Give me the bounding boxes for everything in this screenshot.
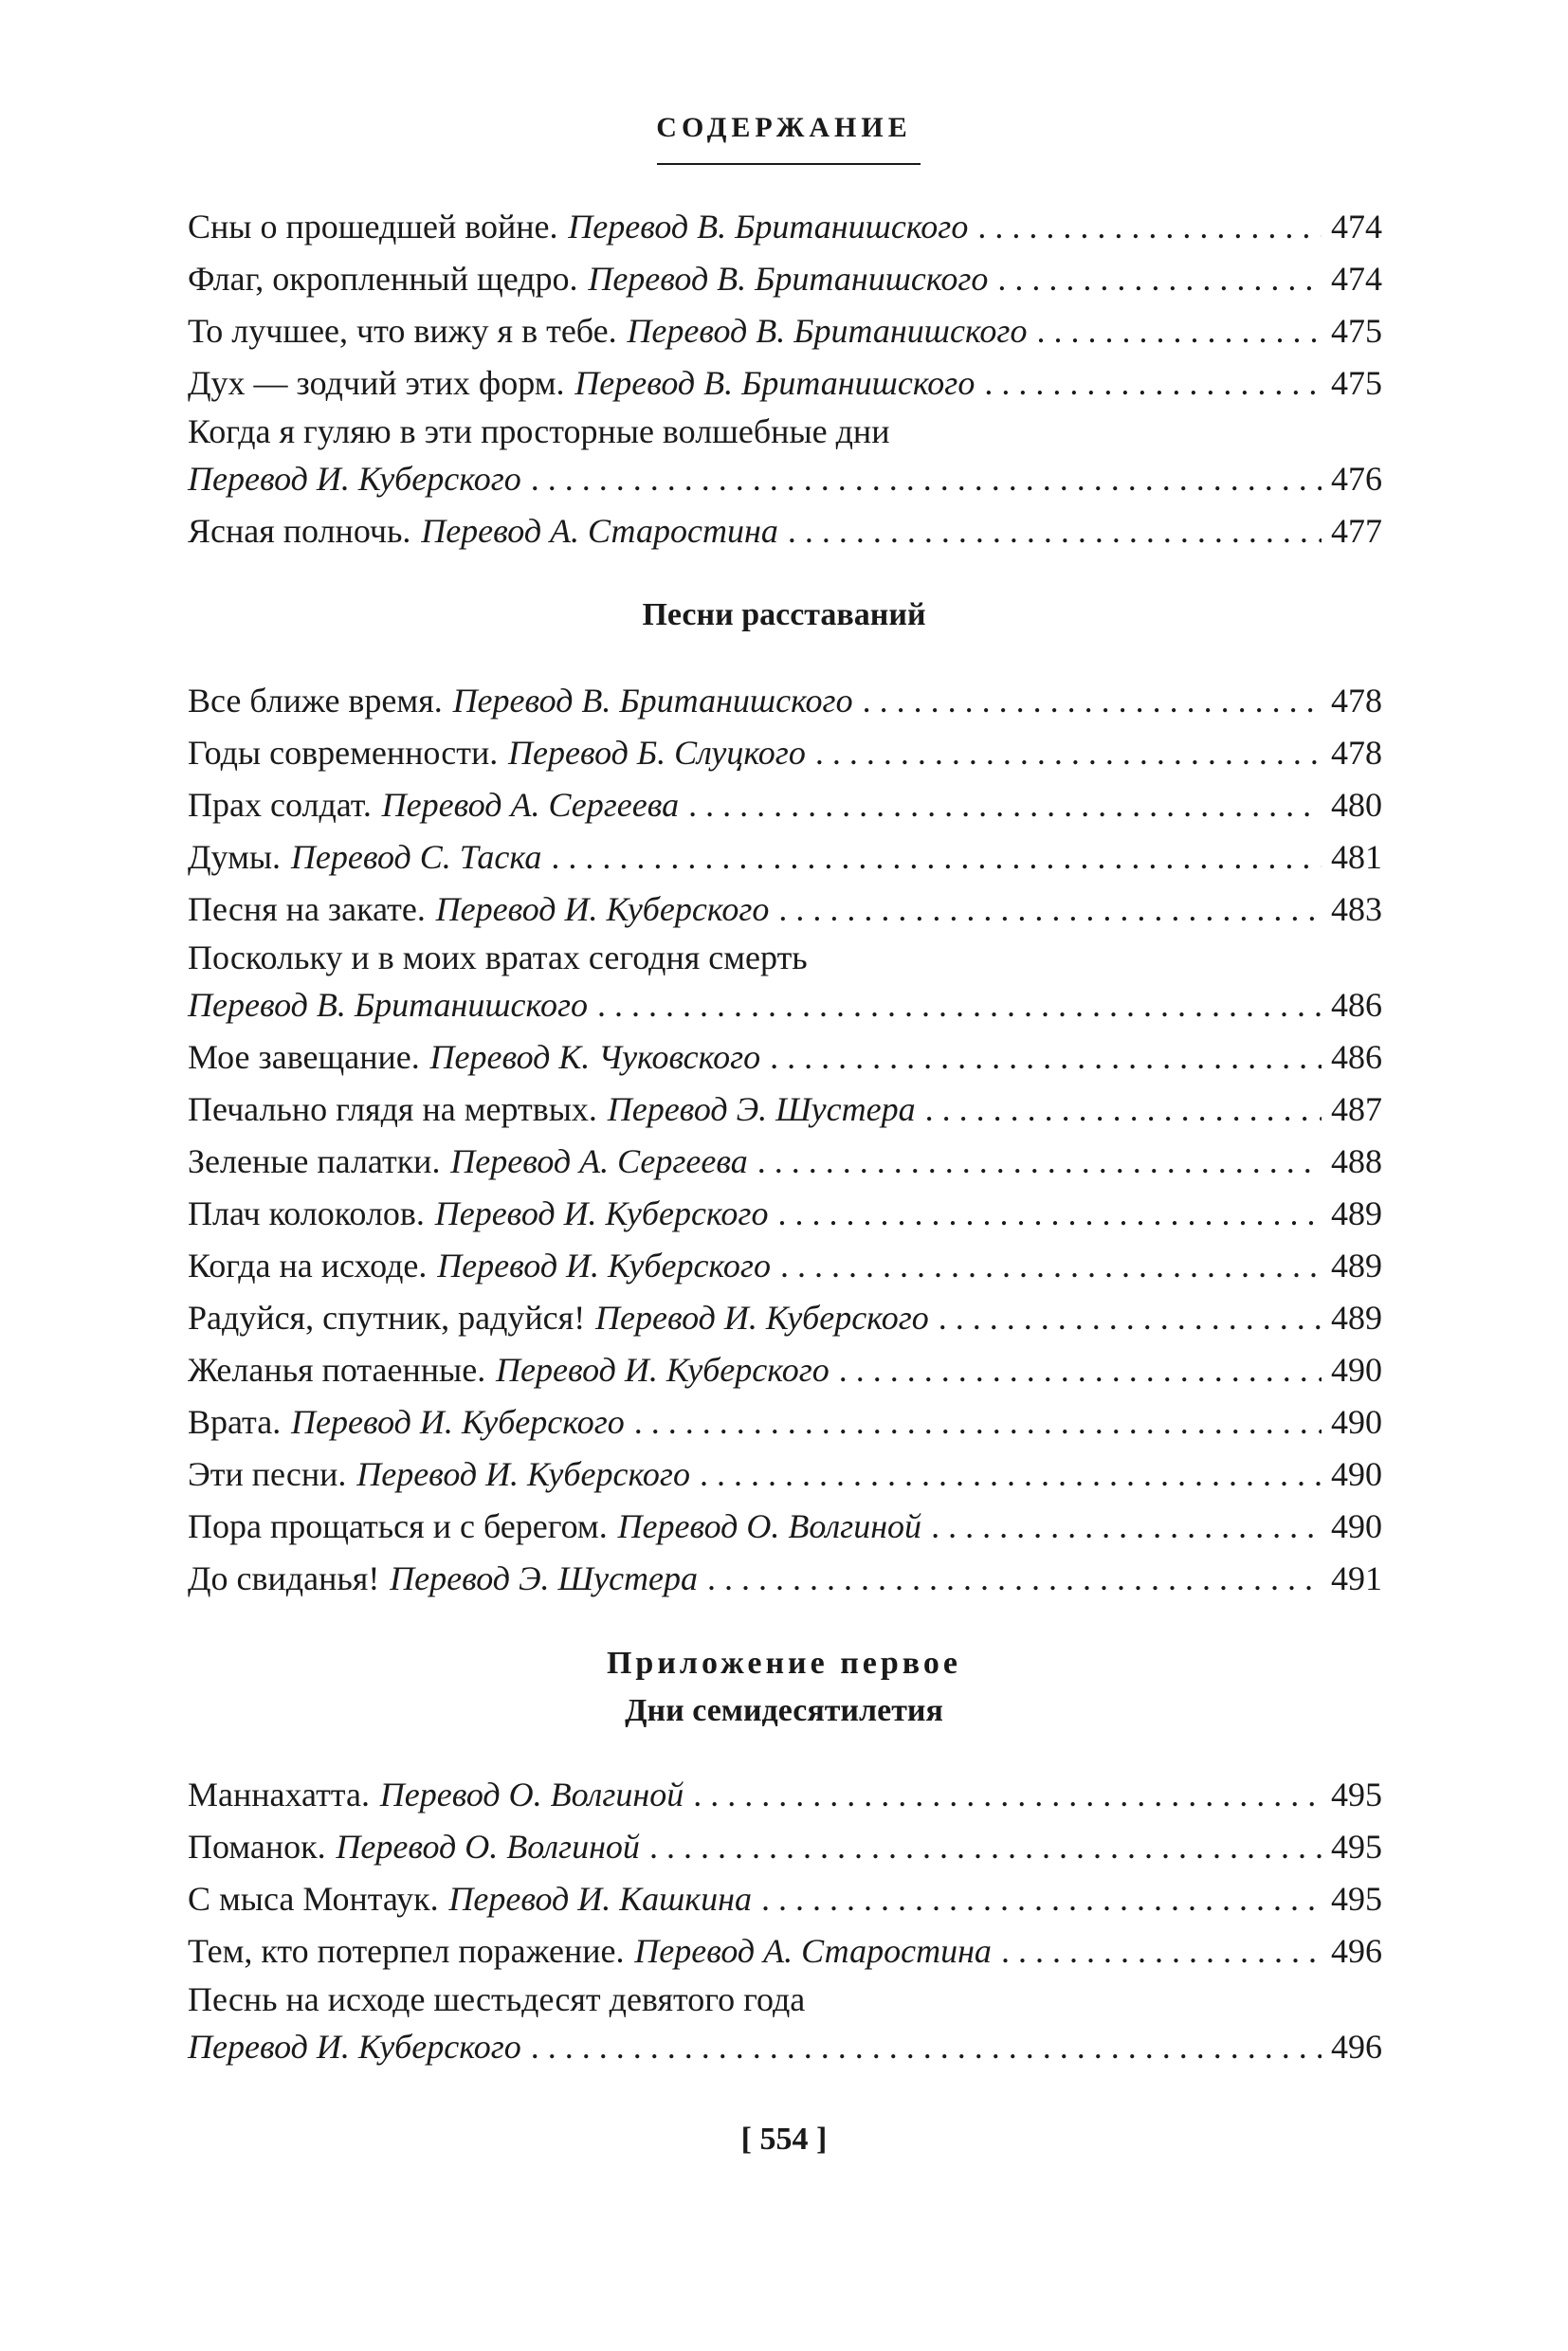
toc-group-2 <box>188 675 1382 1605</box>
toc-entry[interactable] <box>188 505 1382 557</box>
dot-leader <box>815 727 1322 778</box>
dot-leader <box>531 453 1322 504</box>
entry-page: 480 <box>1331 786 1382 824</box>
entry-page: 478 <box>1331 734 1382 772</box>
entry-page: 474 <box>1331 260 1382 298</box>
entry-title: Прах солдат. <box>188 786 372 824</box>
dot-leader <box>1036 305 1322 356</box>
toc-entry[interactable] <box>188 1925 1382 1977</box>
entry-translator: Перевод О. Волгиной <box>379 1776 684 1813</box>
toc-entry[interactable] <box>188 1449 1382 1501</box>
dot-leader <box>551 831 1322 883</box>
dot-leader <box>634 1396 1322 1448</box>
entry-translator: Перевод И. Куберского <box>595 1299 929 1337</box>
dot-leader <box>700 1449 1322 1500</box>
entry-page: 481 <box>1331 838 1382 876</box>
toc-entry[interactable] <box>188 936 1382 1031</box>
dot-leader <box>931 1501 1322 1552</box>
entry-page: 475 <box>1331 312 1382 350</box>
toc-entry[interactable] <box>188 305 1382 357</box>
entry-translator: Перевод А. Старостина <box>634 1932 992 1970</box>
entry-page: 486 <box>1331 986 1382 1024</box>
entry-title: Когда я гуляю в эти просторные волшебные дни <box>188 412 890 450</box>
dot-leader <box>997 253 1322 304</box>
dot-leader <box>939 1292 1322 1343</box>
entry-title: Годы современности. <box>188 734 499 772</box>
toc-entry[interactable] <box>188 253 1382 305</box>
running-head-rule <box>657 163 921 165</box>
entry-title: Поскольку и в моих вратах сегодня смерть <box>188 939 808 976</box>
dot-leader <box>770 1031 1322 1083</box>
section-heading-seventies: Дни семидесятилетия <box>625 1693 943 1728</box>
section-label-appendix: Приложение первое <box>606 1646 962 1681</box>
entry-title: Пора прощаться и с берегом. <box>188 1507 608 1545</box>
toc-entry[interactable] <box>188 675 1382 727</box>
entry-translator: Перевод А. Сергеева <box>450 1142 748 1180</box>
dot-leader <box>693 1769 1322 1820</box>
section-heading-partings: Песни расставаний <box>642 597 926 632</box>
toc-entry[interactable] <box>188 1501 1382 1553</box>
toc-entry[interactable] <box>188 831 1382 884</box>
entry-page: 495 <box>1331 1776 1382 1813</box>
toc-entry[interactable] <box>188 727 1382 779</box>
dot-leader <box>977 201 1322 252</box>
entry-page: 486 <box>1331 1038 1382 1076</box>
toc-entry[interactable] <box>188 1769 1382 1821</box>
toc-entry[interactable] <box>188 1873 1382 1925</box>
entry-title: Зеленые палатки. <box>188 1142 441 1180</box>
entry-translator: Перевод А. Старостина <box>421 512 778 550</box>
entry-title: Поманок. <box>188 1828 326 1866</box>
toc-group-1 <box>188 201 1382 557</box>
toc-entry[interactable] <box>188 201 1382 253</box>
entry-page: 490 <box>1331 1351 1382 1389</box>
toc-entry[interactable] <box>188 884 1382 936</box>
toc-entry[interactable] <box>188 1344 1382 1396</box>
entry-page: 489 <box>1331 1194 1382 1232</box>
entry-translator: Перевод И. Куберского <box>434 1194 769 1232</box>
dot-leader <box>780 1240 1322 1291</box>
entry-title: Песня на закате. <box>188 890 426 928</box>
dot-leader <box>597 979 1322 1030</box>
entry-translator: Перевод И. Куберского <box>435 890 770 928</box>
entry-translator: Перевод Э. Шустера <box>607 1090 916 1128</box>
dot-leader <box>788 505 1322 556</box>
entry-page: 488 <box>1331 1142 1382 1180</box>
entry-title: Печально глядя на мертвых. <box>188 1090 597 1128</box>
entry-page: 495 <box>1331 1828 1382 1866</box>
entry-page: 490 <box>1331 1507 1382 1545</box>
entry-translator: Перевод А. Сергеева <box>381 786 680 824</box>
entry-translator: Перевод И. Куберского <box>291 1403 625 1441</box>
entry-translator: Перевод Э. Шустера <box>390 1559 699 1597</box>
entry-page: 476 <box>1331 460 1382 498</box>
dot-leader <box>863 675 1322 726</box>
entry-translator: Перевод В. Британишского <box>568 208 969 246</box>
entry-title: Плач колоколов. <box>188 1194 425 1232</box>
entry-page: 496 <box>1331 1932 1382 1970</box>
toc-entry[interactable] <box>188 410 1382 505</box>
entry-translator: Перевод О. Волгиной <box>336 1828 640 1866</box>
toc-entry[interactable] <box>188 779 1382 831</box>
toc-entry[interactable] <box>188 1821 1382 1873</box>
entry-translator: Перевод И. Куберского <box>356 1455 690 1493</box>
entry-translator: Перевод Б. Слуцкого <box>508 734 806 772</box>
dot-leader <box>925 1084 1322 1135</box>
entry-title: Тем, кто потерпел поражение. <box>188 1932 625 1970</box>
entry-page: 496 <box>1331 2028 1382 2066</box>
entry-title: Дух — зодчий этих форм. <box>188 364 565 402</box>
entry-translator: Перевод И. Куберского <box>437 1247 771 1285</box>
dot-leader <box>984 357 1322 409</box>
entry-title: Флаг, окропленный щедро. <box>188 260 578 298</box>
toc-entry[interactable] <box>188 1188 1382 1240</box>
entry-translator: Перевод В. Британишского <box>574 364 975 402</box>
toc-entry[interactable] <box>188 1084 1382 1136</box>
entry-title: Ясная полночь. <box>188 512 411 550</box>
entry-title: Думы. <box>188 838 282 876</box>
entry-translator: Перевод О. Волгиной <box>617 1507 922 1545</box>
toc-entry[interactable] <box>188 1240 1382 1292</box>
entry-page: 490 <box>1331 1455 1382 1493</box>
entry-translator: Перевод В. Британишского <box>588 260 989 298</box>
dot-leader <box>761 1873 1322 1924</box>
entry-page: 491 <box>1331 1559 1382 1597</box>
entry-title: Мое завещание. <box>188 1038 420 1076</box>
entry-title: Радуйся, спутник, радуйся! <box>188 1299 586 1337</box>
entry-title: То лучшее, что вижу я в тебе. <box>188 312 617 350</box>
entry-translator: Перевод В. Британишского <box>627 312 1028 350</box>
entry-translator: Перевод И. Куберского <box>188 2028 521 2066</box>
toc-entry[interactable] <box>188 357 1382 410</box>
entry-translator: Перевод И. Куберского <box>496 1351 830 1389</box>
entry-title: С мыса Монтаук. <box>188 1880 439 1918</box>
entry-translator: Перевод В. Британишского <box>188 986 589 1024</box>
toc-entry[interactable] <box>188 1292 1382 1344</box>
toc-entry[interactable] <box>188 1031 1382 1084</box>
toc-group-3 <box>188 1769 1382 2073</box>
entry-title: Все ближе время. <box>188 682 443 720</box>
dot-leader <box>839 1344 1322 1395</box>
dot-leader <box>531 2021 1322 2072</box>
entry-title: До свиданья! <box>188 1559 380 1597</box>
page-number: [ 554 ] <box>740 2122 828 2157</box>
dot-leader <box>1001 1925 1322 1977</box>
entry-title: Сны о прошедшей войне. <box>188 208 558 246</box>
entry-page: 475 <box>1331 364 1382 402</box>
dot-leader <box>688 779 1322 830</box>
entry-page: 477 <box>1331 512 1382 550</box>
entry-title: Врата. <box>188 1403 282 1441</box>
entry-translator: Перевод С. Таска <box>290 838 542 876</box>
toc-entry[interactable] <box>188 1977 1382 2073</box>
running-head: СОДЕРЖАНИЕ <box>656 112 912 143</box>
toc-entry[interactable] <box>188 1136 1382 1188</box>
entry-page: 489 <box>1331 1299 1382 1337</box>
entry-page: 478 <box>1331 682 1382 720</box>
entry-page: 474 <box>1331 208 1382 246</box>
toc-entry[interactable] <box>188 1396 1382 1449</box>
entry-page: 489 <box>1331 1247 1382 1285</box>
dot-leader <box>649 1821 1322 1872</box>
entry-title: Эти песни. <box>188 1455 347 1493</box>
entry-title: Когда на исходе. <box>188 1247 428 1285</box>
entry-title: Песнь на исходе шестьдесят девятого года <box>188 1980 806 2018</box>
entry-page: 495 <box>1331 1880 1382 1918</box>
toc-entry[interactable] <box>188 1553 1382 1605</box>
entry-page: 483 <box>1331 890 1382 928</box>
entry-title: Маннахатта. <box>188 1776 370 1813</box>
entry-page: 487 <box>1331 1090 1382 1128</box>
dot-leader <box>777 1188 1322 1239</box>
entry-translator: Перевод К. Чуковского <box>429 1038 761 1076</box>
entry-title: Желанья потаенные. <box>188 1351 486 1389</box>
dot-leader <box>757 1136 1322 1187</box>
entry-translator: Перевод В. Британишского <box>452 682 853 720</box>
dot-leader <box>778 884 1322 935</box>
entry-page: 490 <box>1331 1403 1382 1441</box>
entry-translator: Перевод И. Куберского <box>188 460 521 498</box>
entry-translator: Перевод И. Кашкина <box>448 1880 752 1918</box>
dot-leader <box>707 1553 1322 1604</box>
